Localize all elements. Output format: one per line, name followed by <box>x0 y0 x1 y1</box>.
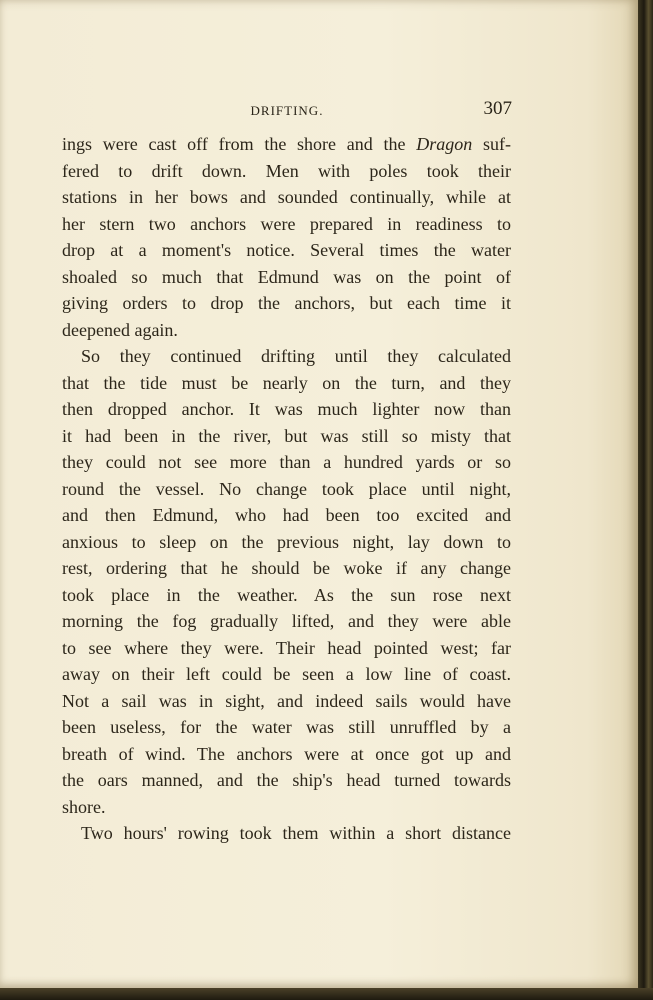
text-line: deepened again. <box>62 319 178 340</box>
page-number: 307 <box>483 98 512 119</box>
text-line: and then Edmund, who had been too excited and <box>62 505 511 525</box>
text-line: been useless, for the water was still unruffled by a <box>62 717 511 737</box>
text-line: the oars manned, and the ship's head turned towards <box>62 770 511 790</box>
text-line: anxious to sleep on the previous night, lay down to <box>62 531 511 552</box>
text-line: Two hours' rowing took them within a short distance <box>81 823 511 843</box>
text-line: shoaled so much that Edmund was on the point of <box>62 266 511 287</box>
text-line: ings were cast off from the shore and the Dragon suf- <box>62 134 511 154</box>
book-bottom-edge <box>0 988 653 1000</box>
text-line: round the vessel. No change took place until night, <box>62 478 511 499</box>
text-line: that the tide must be nearly on the turn, and they <box>62 372 511 393</box>
book-spine-edge <box>638 0 653 1000</box>
text-line: away on their left could be seen a low line of coast. <box>62 664 511 684</box>
text-line: breath of wind. The anchors were at once got up and <box>62 743 511 764</box>
page-header <box>62 98 512 124</box>
body-text <box>62 131 511 847</box>
text-line: stations in her bows and sounded continually, while at <box>62 187 511 207</box>
running-title: DRIFTING. <box>250 103 324 118</box>
text-line: morning the fog gradually lifted, and they were able <box>62 611 511 631</box>
text-line: Not a sail was in sight, and indeed sails would have <box>62 690 511 711</box>
text-line: drop at a moment's notice. Several times the water <box>62 240 511 260</box>
text-line: they could not see more than a hundred yards or so <box>62 452 511 472</box>
text-line: shore. <box>62 796 106 817</box>
text-line: giving orders to drop the anchors, but each time it <box>62 293 511 313</box>
text-line: took place in the weather. As the sun rose next <box>62 584 511 605</box>
text-line: her stern two anchors were prepared in readiness to <box>62 213 511 234</box>
text-line: rest, ordering that he should be woke if any change <box>62 558 511 578</box>
text-line: So they continued drifting until they calculated <box>81 346 511 366</box>
text-line: then dropped anchor. It was much lighter now than <box>62 399 511 419</box>
text-line: fered to drift down. Men with poles took their <box>62 160 511 181</box>
text-line: it had been in the river, but was still so misty that <box>62 425 511 446</box>
text-line: to see where they were. Their head pointed west; far <box>62 637 511 658</box>
